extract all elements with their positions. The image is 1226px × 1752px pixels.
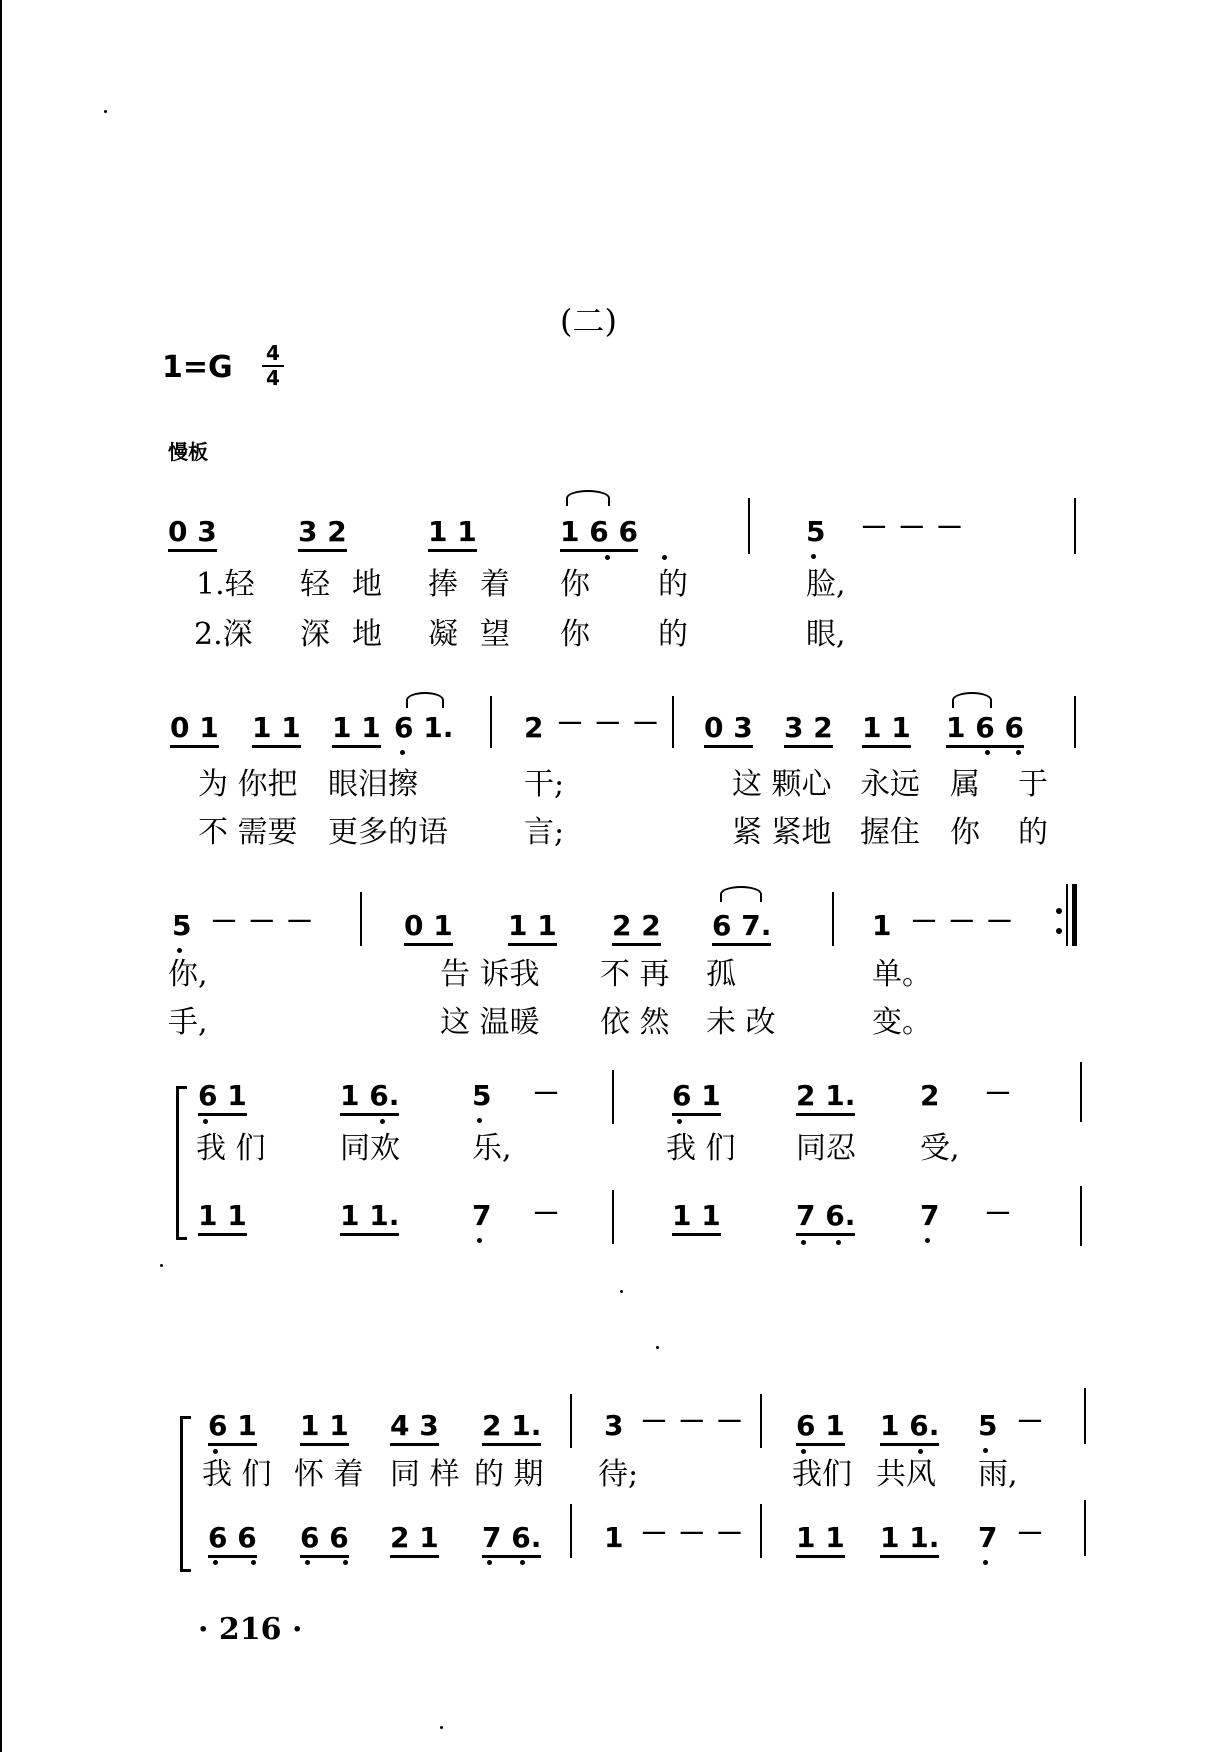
slur-arc: [720, 886, 762, 902]
lyric: 你: [950, 815, 980, 850]
bar-line: [760, 1394, 762, 1448]
low-octave-dot: [662, 555, 667, 560]
lyric: 共风: [876, 1457, 936, 1492]
slur-arc: [952, 692, 992, 708]
low-octave-dot: [400, 750, 405, 755]
dash-holds: － － －: [640, 1405, 744, 1438]
lyric: 我们: [792, 1457, 852, 1492]
lyric: 依 然: [600, 1005, 670, 1040]
low-octave-dot: [1016, 750, 1021, 755]
note-group: 0 3: [168, 516, 217, 552]
lyric: 着: [480, 567, 510, 602]
lyric: 同欢: [340, 1131, 400, 1166]
dash-holds: － － －: [910, 905, 1014, 938]
note-group: 6 1: [198, 1080, 247, 1116]
lyric: 的 期: [474, 1457, 544, 1492]
note: 1: [604, 1521, 624, 1554]
lyric: 言;: [524, 815, 565, 850]
lyric: 不 需要: [198, 815, 298, 850]
low-octave-dot: [487, 1560, 492, 1565]
lyric: 眼泪擦: [328, 767, 418, 802]
note-group: 1 1: [252, 712, 301, 748]
lyric: 这 温暖: [440, 1005, 540, 1040]
low-octave-dot: [213, 1449, 218, 1454]
lyric: 的: [1018, 815, 1048, 850]
note: 7: [920, 1199, 940, 1232]
note-group: 4 3: [390, 1410, 439, 1446]
time-signature-top: 4: [266, 341, 280, 365]
note-group: 2 2: [612, 910, 661, 946]
lyric: 我 们: [196, 1131, 266, 1166]
scan-speck: [656, 1346, 659, 1349]
note-group: 1 6 6: [946, 712, 1024, 748]
note-group: 1 6.: [880, 1410, 939, 1446]
repeat-dot: [1056, 928, 1062, 934]
note: 7: [978, 1521, 998, 1554]
note-group: 1 6 6: [560, 516, 638, 552]
bar-line: [612, 1190, 614, 1244]
note-group: 1 1: [428, 516, 477, 552]
slur-arc: [406, 692, 444, 708]
lyric: 不 再: [600, 957, 670, 992]
lyric: 望: [480, 617, 510, 652]
lyric: 手,: [168, 1005, 208, 1040]
lyric: 单。: [872, 957, 932, 992]
system-bracket: [176, 1086, 187, 1240]
scan-speck: [440, 1726, 443, 1729]
low-octave-dot: [251, 1560, 256, 1565]
lyric: 1.轻: [196, 567, 255, 602]
lyric: 的: [658, 617, 688, 652]
low-octave-dot: [203, 1119, 208, 1124]
low-octave-dot: [983, 1560, 988, 1565]
dash-holds: －: [1016, 1517, 1045, 1550]
bar-line: [760, 1504, 762, 1558]
low-octave-dot: [801, 1449, 806, 1454]
lyric: 握住: [860, 815, 920, 850]
note-group: 2 1.: [482, 1410, 541, 1446]
dash-holds: －: [1016, 1405, 1045, 1438]
low-octave-dot: [477, 1118, 482, 1123]
note: 2: [920, 1079, 940, 1112]
lyric: 受,: [920, 1131, 960, 1166]
lyric: 更多的语: [328, 815, 448, 850]
dash-holds: －: [532, 1197, 561, 1230]
dash-holds: － － －: [640, 1517, 744, 1550]
scan-speck: [620, 1290, 623, 1293]
note-group: 1 1.: [880, 1522, 939, 1558]
low-octave-dot: [836, 1240, 841, 1245]
key-signature: 1=G: [162, 350, 233, 385]
lyric: 轻: [300, 567, 330, 602]
note-group: 1 1.: [340, 1200, 399, 1236]
dash-holds: －: [984, 1197, 1013, 1230]
lyric: 雨,: [978, 1457, 1018, 1492]
dash-holds: －: [984, 1077, 1013, 1110]
low-octave-dot: [677, 1119, 682, 1124]
lyric: 眼,: [806, 617, 846, 652]
scan-speck: [160, 1264, 163, 1267]
bar-line: [612, 1070, 614, 1124]
section-title: (二): [560, 302, 617, 340]
lyric: 你: [560, 617, 590, 652]
note-group: 6 1.: [394, 711, 454, 744]
note-group: 1 1: [672, 1200, 721, 1236]
lyric: 待;: [598, 1457, 639, 1492]
lyric: 的: [658, 567, 688, 602]
note-group: 1 1: [508, 910, 557, 946]
lyric: 紧 紧地: [732, 815, 832, 850]
bar-line: [1080, 1062, 1082, 1122]
time-signature-bottom: 4: [266, 366, 280, 390]
lyric: 未 改: [706, 1005, 776, 1040]
lyric: 我 们: [202, 1457, 272, 1492]
low-octave-dot: [983, 1448, 988, 1453]
tempo-marking: 慢板: [168, 440, 208, 464]
note-group: 3 2: [298, 516, 347, 552]
lyric: 变。: [872, 1005, 932, 1040]
note-group: 6 6: [208, 1522, 257, 1558]
note-group: 7 6.: [796, 1200, 855, 1236]
note-group: 1 1: [198, 1200, 247, 1236]
slur-arc: [566, 490, 610, 506]
bar-line: [672, 696, 674, 748]
note: 3: [604, 1409, 624, 1442]
note-group: 1 1: [332, 712, 381, 748]
bar-line: [1080, 1186, 1082, 1246]
note-group: 6 1: [672, 1080, 721, 1116]
note: 7: [472, 1199, 492, 1232]
lyric: 凝: [428, 617, 458, 652]
lyric: 地: [352, 567, 382, 602]
bar-line: [748, 498, 750, 554]
low-octave-dot: [177, 948, 182, 953]
repeat-bar-thick: [1072, 884, 1077, 946]
page-number: · 216 ·: [198, 1612, 303, 1647]
low-octave-dot: [477, 1238, 482, 1243]
dash-holds: － － －: [556, 707, 660, 740]
lyric: 干;: [524, 767, 565, 802]
low-octave-dot: [801, 1240, 806, 1245]
lyric: 脸,: [806, 567, 846, 602]
lyric: 于: [1018, 767, 1048, 802]
low-octave-dot: [605, 555, 610, 560]
note-group: 2 1.: [796, 1080, 855, 1116]
dash-holds: －: [532, 1077, 561, 1110]
lyric: 告 诉我: [440, 957, 540, 992]
low-octave-dot: [985, 750, 990, 755]
bar-line: [570, 1504, 572, 1558]
time-signature: [262, 343, 284, 389]
lyric: 这 颗心: [732, 767, 832, 802]
lyric: 地: [352, 617, 382, 652]
note: 5: [172, 909, 192, 942]
note-group: 3 2: [784, 712, 833, 748]
lyric: 2.深: [194, 617, 253, 652]
low-octave-dot: [520, 1560, 525, 1565]
note-group: 0 1: [170, 712, 219, 748]
note-group: 1 1: [300, 1410, 349, 1446]
lyric: 孤: [706, 957, 736, 992]
note-group: 6 7.: [712, 910, 771, 946]
bar-line: [1074, 696, 1076, 748]
repeat-dot: [1056, 908, 1062, 914]
lyric: 永远: [860, 767, 920, 802]
lyric: 捧: [428, 567, 458, 602]
low-octave-dot: [305, 1560, 310, 1565]
bar-line: [570, 1394, 572, 1448]
bar-line: [360, 892, 362, 946]
note: 5: [472, 1079, 492, 1112]
page-edge: [0, 0, 2, 1752]
note: 5: [978, 1409, 998, 1442]
lyric: 同忍: [796, 1131, 856, 1166]
low-octave-dot: [213, 1560, 218, 1565]
dash-holds: － － －: [860, 511, 964, 544]
note-group: 1 1: [796, 1522, 845, 1558]
note: 2: [524, 711, 544, 744]
low-octave-dot: [918, 1449, 923, 1454]
low-octave-dot: [343, 1560, 348, 1565]
note-group: 1 1: [862, 712, 911, 748]
scan-speck: [104, 110, 107, 113]
note-group: 6 6: [300, 1522, 349, 1558]
lyric: 你,: [168, 957, 208, 992]
low-octave-dot: [925, 1238, 930, 1243]
bar-line: [490, 696, 492, 748]
lyric: 你: [560, 567, 590, 602]
note-group: 6 1: [796, 1410, 845, 1446]
bar-line: [1074, 498, 1076, 554]
note-group: 0 3: [704, 712, 753, 748]
bar-line: [1084, 1388, 1086, 1444]
bar-line: [832, 892, 834, 946]
note: 5: [806, 515, 826, 548]
note: 1: [872, 909, 892, 942]
lyric: 我 们: [666, 1131, 736, 1166]
note-group: 6 1: [208, 1410, 257, 1446]
lyric: 为 你把: [198, 767, 298, 802]
note-group: 2 1: [390, 1522, 439, 1558]
low-octave-dot: [811, 554, 816, 559]
low-octave-dot: [380, 1119, 385, 1124]
note-group: 0 1: [404, 910, 453, 946]
lyric: 属: [950, 767, 980, 802]
dash-holds: － － －: [210, 905, 314, 938]
lyric: 怀 着: [294, 1457, 364, 1492]
lyric: 深: [300, 617, 330, 652]
repeat-bar-thin: [1066, 884, 1068, 946]
lyric: 乐,: [472, 1131, 512, 1166]
system-bracket: [180, 1416, 191, 1572]
note-group: 1 6.: [340, 1080, 399, 1116]
lyric: 同 样: [390, 1457, 460, 1492]
note-group: 7 6.: [482, 1522, 541, 1558]
bar-line: [1084, 1500, 1086, 1556]
